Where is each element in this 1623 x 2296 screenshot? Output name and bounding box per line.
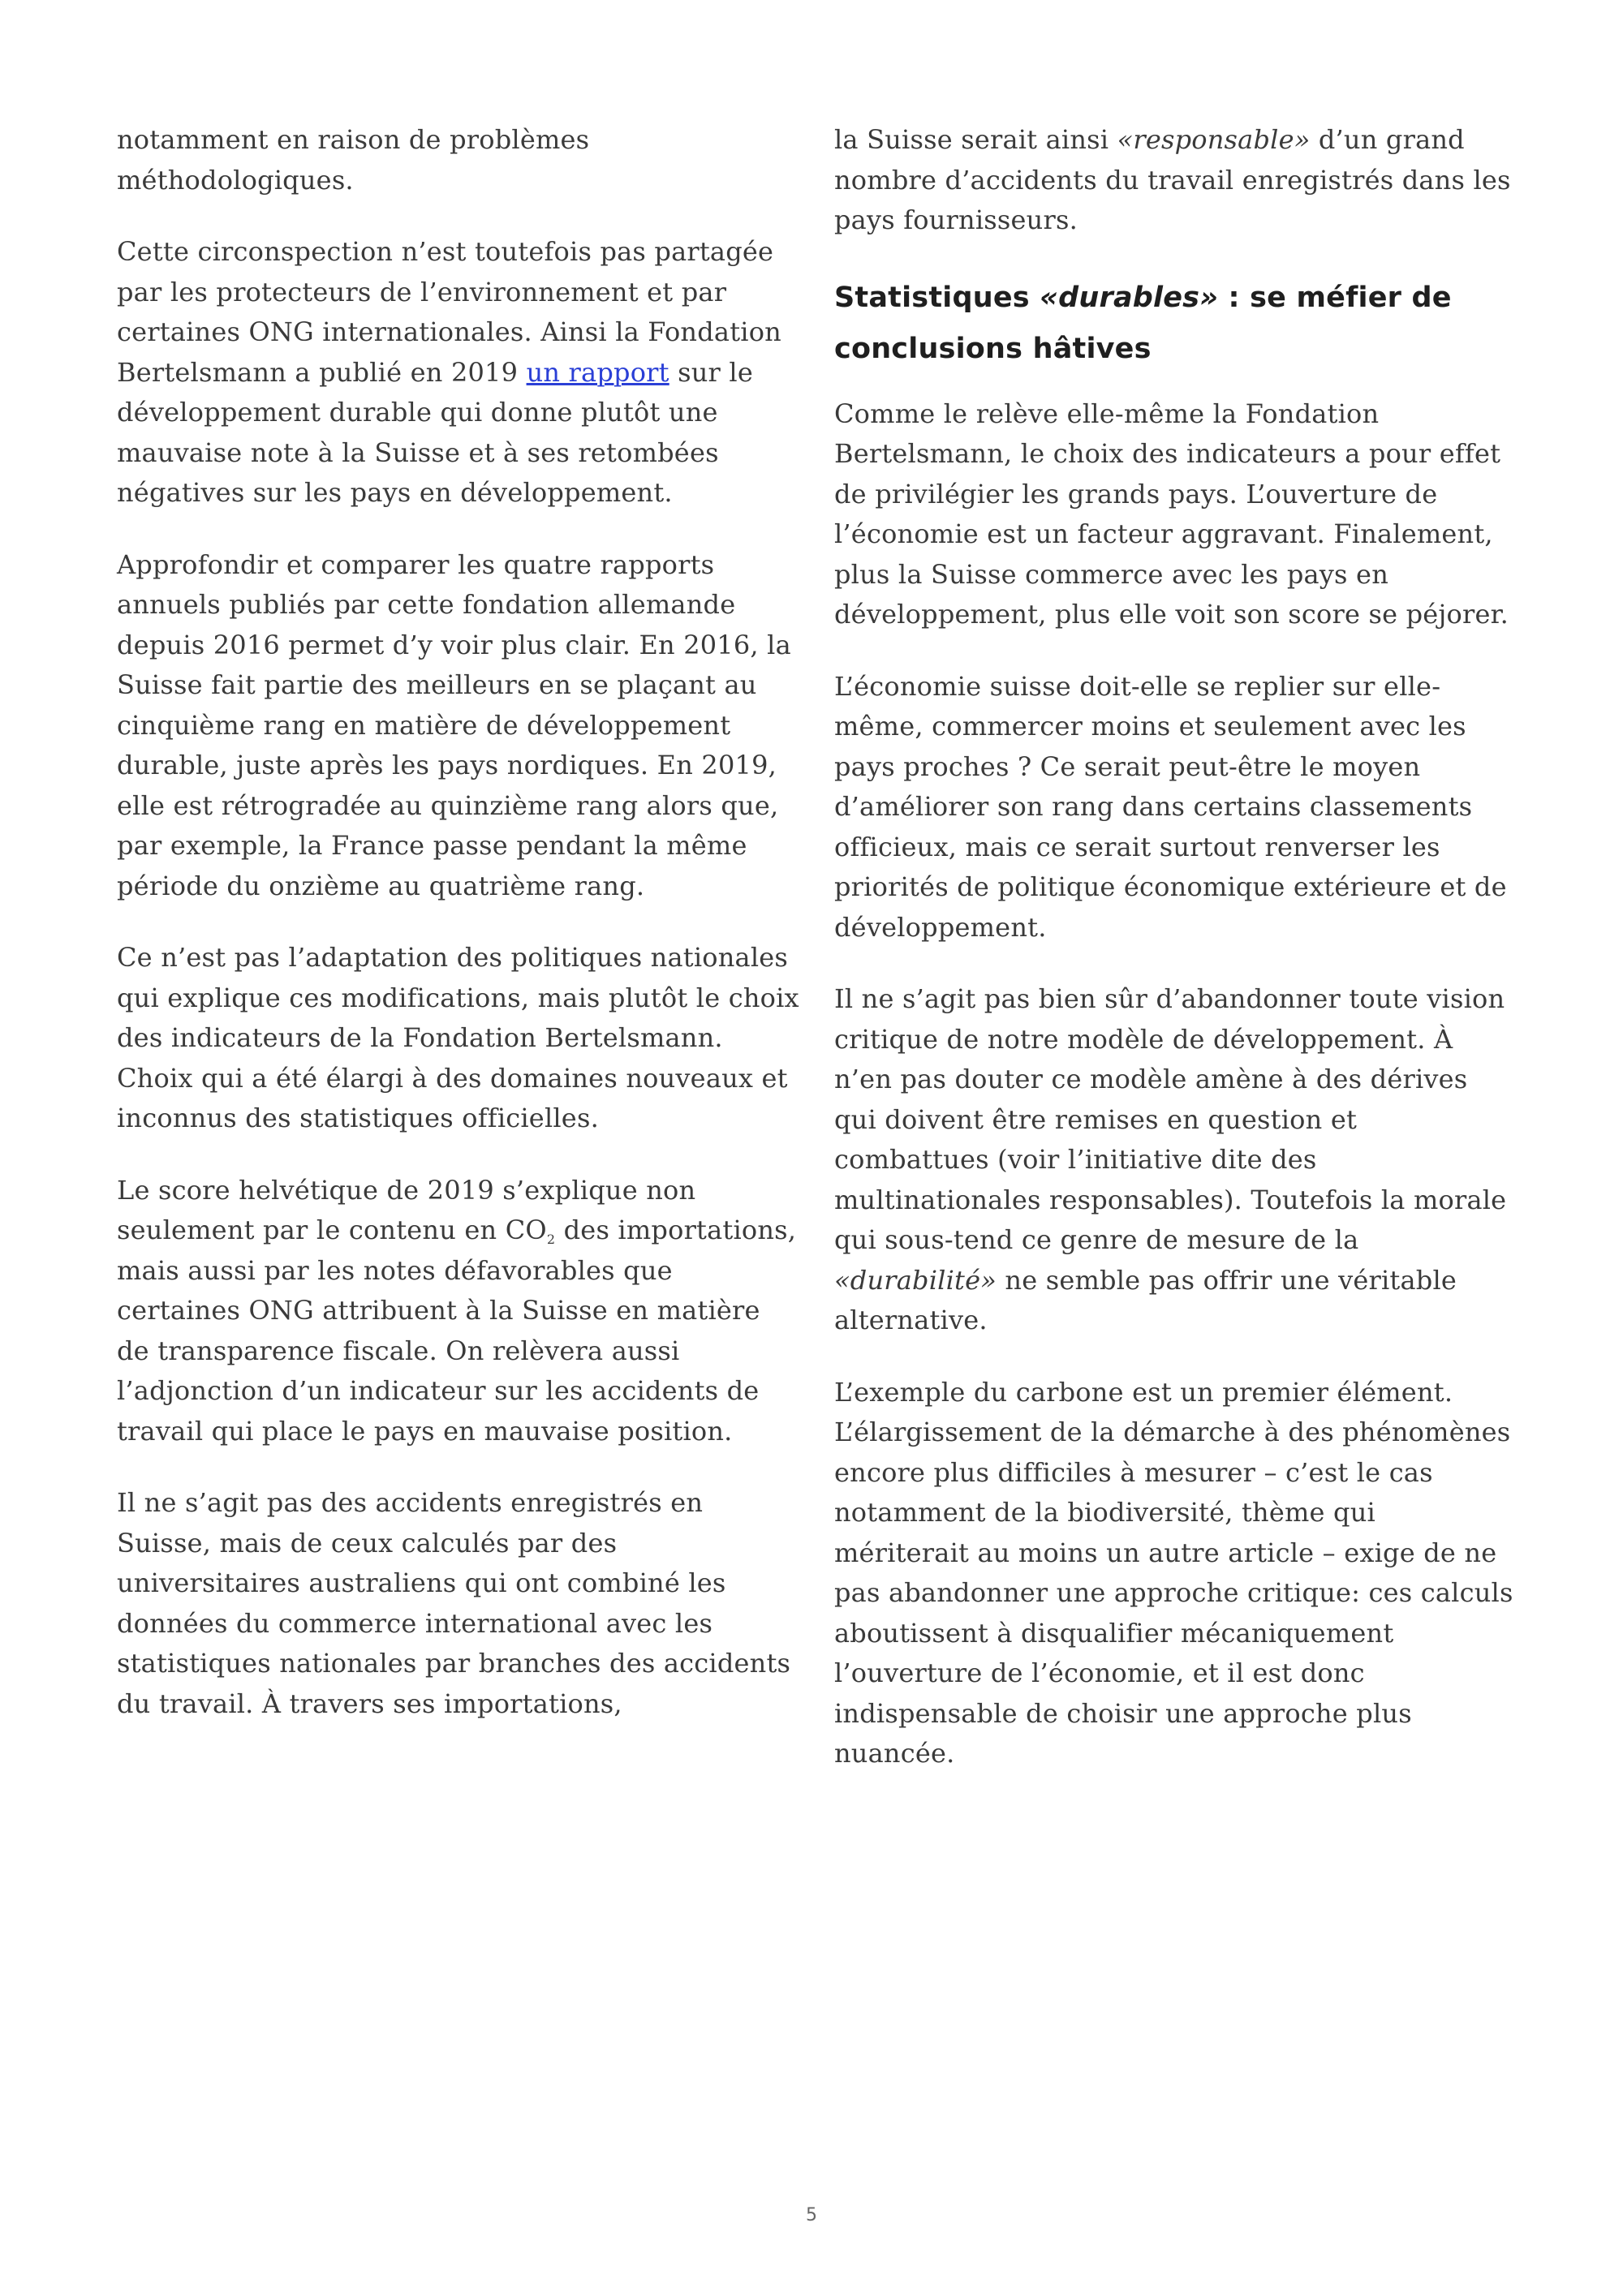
paragraph — [117, 545, 800, 907]
paragraph-text: des importations, mais aussi par les notes défavorables que certaines ONG attribuent à la Suisse en matière de transparence fiscale. On relèvera aussi l’adjonction d’un indicateur sur les accidents de travail qui place le pays en mauvaise position. — [117, 1215, 797, 1447]
heading-text: Statistiques — [834, 281, 1040, 314]
paragraph — [834, 120, 1518, 241]
paragraph-text: Comme le relève elle-même la Fondation Bertelsmann, le choix des indicateurs a pour effet de privilégier les grands pays. L’ouverture de l’économie est un facteur aggravant. Finalement, plus la Suisse commerce avec les pays en développement, plus elle voit son score se péjorer. — [834, 398, 1509, 630]
paragraph-text: la Suisse serait ainsi — [834, 124, 1117, 155]
section-heading — [834, 273, 1518, 375]
paragraph — [117, 1171, 800, 1452]
emphasis-text: «durabilité» — [834, 1264, 997, 1296]
co2-subscript: 2 — [546, 1232, 556, 1247]
paragraph — [834, 394, 1518, 635]
paragraph — [834, 1373, 1518, 1774]
paragraph — [834, 667, 1518, 948]
heading-text: : se méfier de conclusions hâtives — [834, 281, 1452, 365]
left-column — [117, 120, 800, 1756]
paragraph-text: notamment en raison de problèmes méthodologiques. — [117, 124, 590, 196]
paragraph-text: Approfondir et comparer les quatre rapports annuels publiés par cette fondation allemande depuis 2016 permet d’y voir plus clair. En 2016, la Suisse fait partie des meilleurs en se plaçant au cinquième rang en matière de développement durable, juste après les pays nordiques. En 2019, elle est rétrogradée au quinzième rang alors que, par exemple, la France passe pendant la même période du onzième au quatrième rang. — [117, 548, 791, 901]
paragraph — [834, 979, 1518, 1341]
paragraph-text: Ce n’est pas l’adaptation des politiques nationales qui explique ces modifications, mais plutôt le choix des indicateurs de la Fondation Bertelsmann. Choix qui a été élargi à des domaines nouveaux et inconnus des statistiques officielles. — [117, 942, 799, 1133]
paragraph — [117, 1483, 800, 1724]
report-link[interactable]: un rapport — [526, 356, 669, 388]
paragraph-text: Cette circonspection n’est toutefois pas partagée par les protecteurs de l’environnement et par certaines ONG internationales. Ainsi la Fondation Bertelsmann a publié en 2019 — [117, 236, 781, 388]
paragraph — [117, 232, 800, 514]
paragraph-text: ne semble pas offrir une véritable alternative. — [834, 1264, 1457, 1335]
paragraph-text: d’un grand nombre d’accidents du travail enregistrés dans les pays fournisseurs. — [834, 124, 1511, 235]
heading-emphasis: «durables» — [1040, 281, 1219, 314]
right-column — [834, 120, 1518, 1806]
paragraph-text: Il ne s’agit pas des accidents enregistrés en Suisse, mais de ceux calculés par des universitaires australiens qui ont combiné les données du commerce international avec les statistiques nationales par branches des accidents du travail. À travers ses importations, — [117, 1487, 791, 1719]
paragraph — [117, 938, 800, 1139]
paragraph-text: L’exemple du carbone est un premier élément. L’élargissement de la démarche à des phénomènes encore plus difficiles à mesurer – c’est le cas notamment de la biodiversité, thème qui mériterait au moins un autre article – exige de ne pas abandonner une approche critique: ces calculs aboutissent à disqualifier mécaniquement l’ouverture de l’économie, et il est donc indispensable de choisir une approche plus nuancée. — [834, 1376, 1513, 1769]
page-number: 5 — [806, 2205, 817, 2225]
paragraph-text: Le score helvétique de 2019 s’explique non seulement par le contenu en CO — [117, 1174, 696, 1245]
paragraph-text: L’économie suisse doit-elle se replier sur elle-même, commercer moins et seulement avec les pays proches ? Ce serait peut-être le moyen d’améliorer son rang dans certains classements officieux, mais ce serait surtout renverser les priorités de politique économique extérieure et de développement. — [834, 670, 1507, 943]
paragraph-text: sur le développement durable qui donne plutôt une mauvaise note à la Suisse et à ses retombées négatives sur les pays en développement. — [117, 356, 753, 508]
paragraph — [117, 120, 800, 200]
emphasis-text: «responsable» — [1117, 124, 1311, 155]
paragraph-text: Il ne s’agit pas bien sûr d’abandonner toute vision critique de notre modèle de développement. À n’en pas douter ce modèle amène à des dérives qui doivent être remises en question et combattues (voir l’initiative dite des multinationales responsables). Toutefois la morale qui sous-tend ce genre de mesure de la — [834, 983, 1507, 1255]
